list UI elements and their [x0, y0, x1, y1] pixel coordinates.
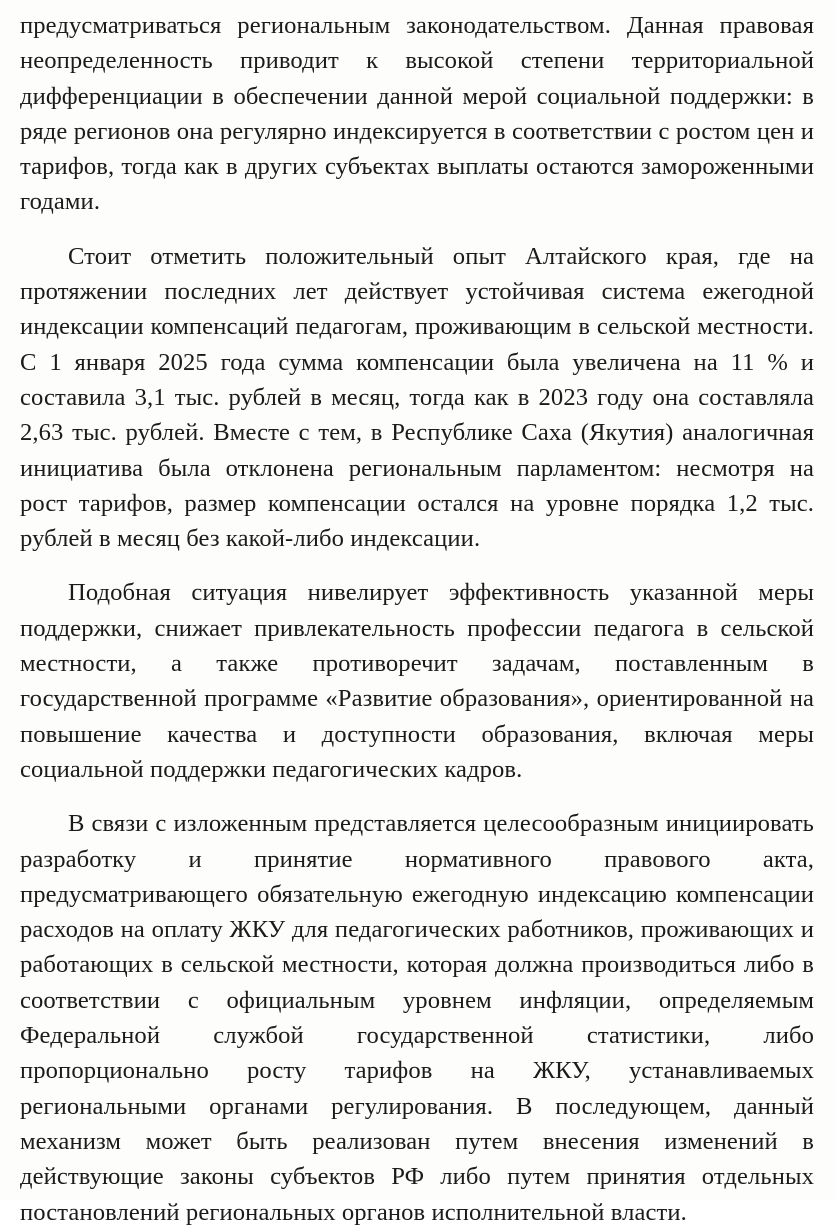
paragraph-continuation: предусматриваться региональным законодательством. Данная правовая неопределенность приводит к высокой степени территориальной дифференциации в обеспечении данной мерой социальной поддержки: в ряде регионов она регулярно индексируется в соответствии с ростом цен и тарифов, тогда как в других субъектах выплаты остаются замороженными годами.: [20, 12, 814, 216]
document-body: [20, 8, 814, 1230]
paragraph-consequences: Подобная ситуация нивелирует эффективность указанной меры поддержки, снижает привлекательность профессии педагога в сельской местности, а также противоречит задачам, поставленным в государственной программе «Развитие образования», ориентированной на повышение качества и доступности образования, включая меры социальной поддержки педагогических кадров.: [20, 579, 814, 783]
paragraph-altai-experience: Стоит отметить положительный опыт Алтайского края, где на протяжении последних лет действует устойчивая система ежегодной индексации компенсаций педагогам, проживающим в сельской местности. С 1 января 2025 года сумма компенсации была увеличена на 11 % и составила 3,1 тыс. рублей в месяц, тогда как в 2023 году она составляла 2,63 тыс. рублей. Вместе с тем, в Республике Саха (Якутия) аналогичная инициатива была отклонена региональным парламентом: несмотря на рост тарифов, размер компенсации остался на уровне порядка 1,2 тыс. рублей в месяц без какой-либо индексации.: [20, 242, 814, 553]
paragraph-proposal: В связи с изложенным представляется целесообразным инициировать разработку и принятие нормативного правового акта, предусматривающего обязательную ежегодную индексацию компенсации расходов на оплату ЖКУ для педагогических работников, проживающих и работающих в сельской местности, которая должна производиться либо в соответствии с официальным уровнем инфляции, определяемым Федеральной службой государственной статистики, либо пропорционально росту тарифов на ЖКУ, устанавливаемых региональными органами регулирования. В последующем, данный механизм может быть реализован путем внесения изменений в действующие законы субъектов РФ либо путем принятия отдельных постановлений региональных органов исполнительной власти.: [20, 810, 814, 1226]
